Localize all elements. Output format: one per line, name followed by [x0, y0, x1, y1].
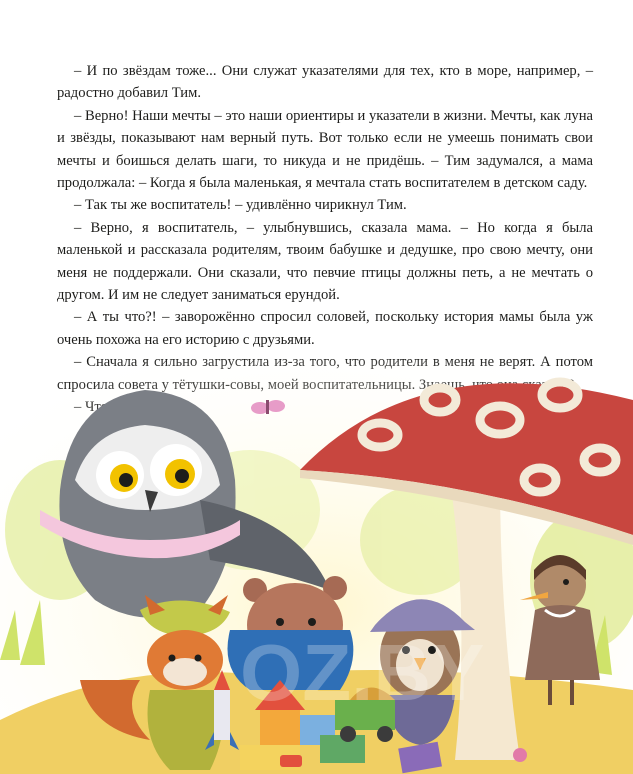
- paragraph: – И по звёздам тоже... Они служат указателями для тех, кто в море, например, – радостно добавил Тим.: [57, 63, 593, 102]
- paragraph: – Верно, я воспитатель, – улыбнувшись, сказала мама. – Но когда я была маленькой и рассказала родителям, твоим бабушке и дедушке, про свою мечту, они меня не поддержали. Они сказали, что певчие птицы должны петь, а не мечтать о другом. И им не следует заниматься ерундой.: [57, 219, 593, 304]
- paragraph: – А ты что?! – заворожённо спросил соловей, поскольку история мамы была уж очень похожа на его историю с друзьями.: [57, 309, 593, 348]
- watermark: OZ.BY: [240, 628, 485, 717]
- paragraph: – Верно! Наши мечты – это наши ориентиры и указатели в жизни. Мечты, как луна и звёзды, показывают нам верный путь. Вот только если не умеешь понимать свои мечты и боишься делать шаги, то никуда и не придёшь. – Тим задумался, а мама продолжала: – Когда я была маленькая, я мечтала стать воспитателем в детском саду.: [57, 107, 593, 192]
- paragraph: – Так ты же воспитатель! – удивлённо чирикнул Тим.: [74, 197, 407, 214]
- illustration: [0, 360, 633, 774]
